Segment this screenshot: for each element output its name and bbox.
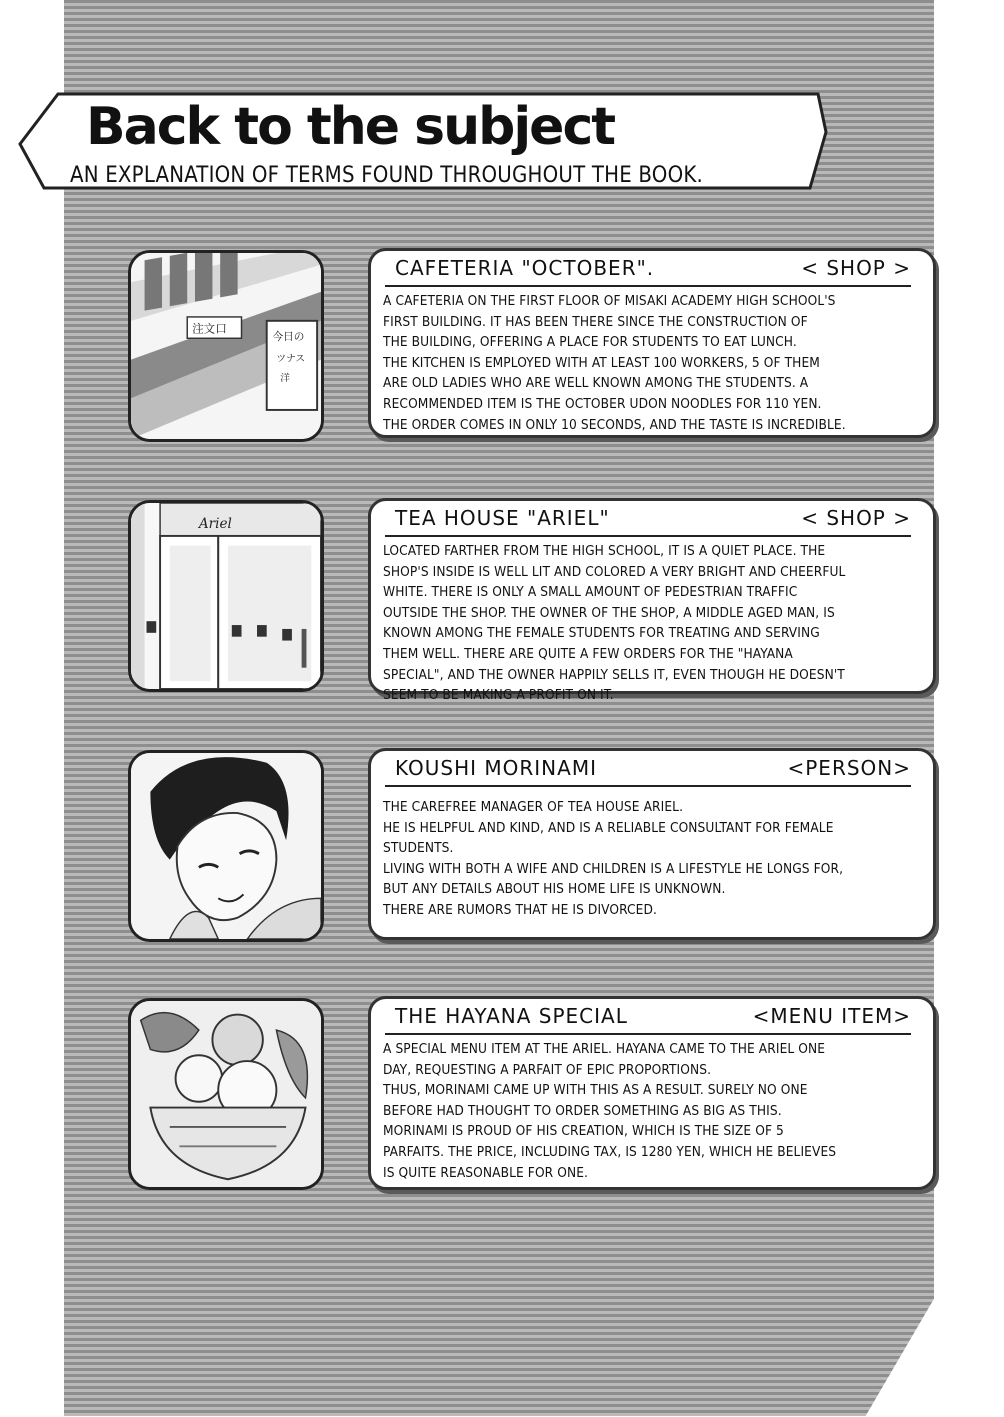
tea-house-door-illustration (128, 500, 324, 692)
menu-board-line-3: 洋 (280, 372, 290, 384)
entry-title: TEA HOUSE "ARIEL" (395, 506, 610, 530)
panel-cut-corner (865, 1297, 935, 1417)
entry-tea-house-ariel (368, 498, 936, 704)
entry-description: THE CAREFREE MANAGER OF TEA HOUSE ARIEL. HE IS HELPFUL AND KIND, AND IS A RELIABLE CONSULTANT FOR FEMALE STUDENTS. LIVING WITH BOTH A WIFE AND CHILDREN IS A LIFESTYLE HE LONGS FOR, BUT ANY DETAILS ABOUT HIS HOME LIFE IS UNKNOWN. THERE ARE RUMORS THAT HE IS DIVORCED. (383, 799, 844, 918)
menu-board-line-2: ツナス (276, 353, 306, 365)
entry-header (385, 255, 911, 287)
entry-category: <PERSON> (787, 756, 911, 780)
entry-title: KOUSHI MORINAMI (395, 756, 597, 780)
entry-hayana-special (368, 996, 936, 1190)
menu-board-line-1: 今日の (272, 330, 305, 344)
cafeteria-illustration (128, 250, 324, 442)
entry-description: LOCATED FARTHER FROM THE HIGH SCHOOL, IT IS A QUIET PLACE. THE SHOP'S INSIDE IS WELL LIT AND COLORED A VERY BRIGHT AND CHEERFUL WHITE. THERE IS ONLY A SMALL AMOUNT OF PEDESTRIAN TRAFFIC OUTSIDE THE SHOP. THE OWNER OF THE SHOP, A MIDDLE AGED MAN, IS KNOWN AMONG THE FEMALE STUDENTS FOR TREATING AND SERVING THEM WELL. THERE ARE QUITE A FEW ORDERS FOR THE "HAYANA SPECIAL", AND THE OWNER HAPPILY SELLS IT, EVEN THOUGH HE DOESN'T SEEM TO BE MAKING A PROFIT ON IT. (383, 543, 846, 704)
entry-cafeteria-october (368, 248, 936, 438)
entry-category: <MENU ITEM> (752, 1004, 911, 1028)
entry-header (385, 755, 911, 787)
page-title: Back to the subject (86, 97, 615, 157)
hayana-special-parfait-illustration (128, 998, 324, 1190)
entry-category: < SHOP > (801, 256, 911, 280)
entry-title: THE HAYANA SPECIAL (395, 1004, 628, 1028)
shop-name-sign: Ariel (198, 516, 232, 533)
entry-category: < SHOP > (801, 506, 911, 530)
striped-background-panel (64, 0, 934, 1416)
entry-description: A CAFETERIA ON THE FIRST FLOOR OF MISAKI ACADEMY HIGH SCHOOL'S FIRST BUILDING. IT HAS BEEN THERE SINCE THE CONSTRUCTION OF THE BUILDING, OFFERING A PLACE FOR STUDENTS TO EAT LUNCH. THE KITCHEN IS EMPLOYED WITH AT LEAST 100 WORKERS, 5 OF THEM ARE OLD LADIES WHO ARE WELL KNOWN AMONG THE STUDENTS. A RECOMMENDED ITEM IS THE OCTOBER UDON NOODLES FOR 110 YEN. THE ORDER COMES IN ONLY 10 SECONDS, AND THE TASTE IS INCREDIBLE. (383, 293, 846, 433)
order-window-sign: 注文口 (192, 321, 227, 336)
entry-title: CAFETERIA "OCTOBER". (395, 256, 655, 280)
morinami-portrait-illustration (128, 750, 324, 942)
entry-description: A SPECIAL MENU ITEM AT THE ARIEL. HAYANA CAME TO THE ARIEL ONE DAY, REQUESTING A PARFAIT OF EPIC PROPORTIONS. THUS, MORINAMI CAME UP WITH THIS AS A RESULT. SURELY NO ONE BEFORE HAD THOUGHT TO ORDER SOMETHING AS BIG AS THIS. MORINAMI IS PROUD OF HIS CREATION, WHICH IS THE SIZE OF 5 PARFAITS. THE PRICE, INCLUDING TAX, IS 1280 YEN, WHICH HE BELIEVES IS QUITE REASONABLE FOR ONE. (383, 1041, 837, 1181)
page-subtitle: AN EXPLANATION OF TERMS FOUND THROUGHOUT THE BOOK. (70, 163, 704, 188)
entry-koushi-morinami (368, 748, 936, 940)
entry-header (385, 1003, 911, 1035)
entry-header (385, 505, 911, 537)
